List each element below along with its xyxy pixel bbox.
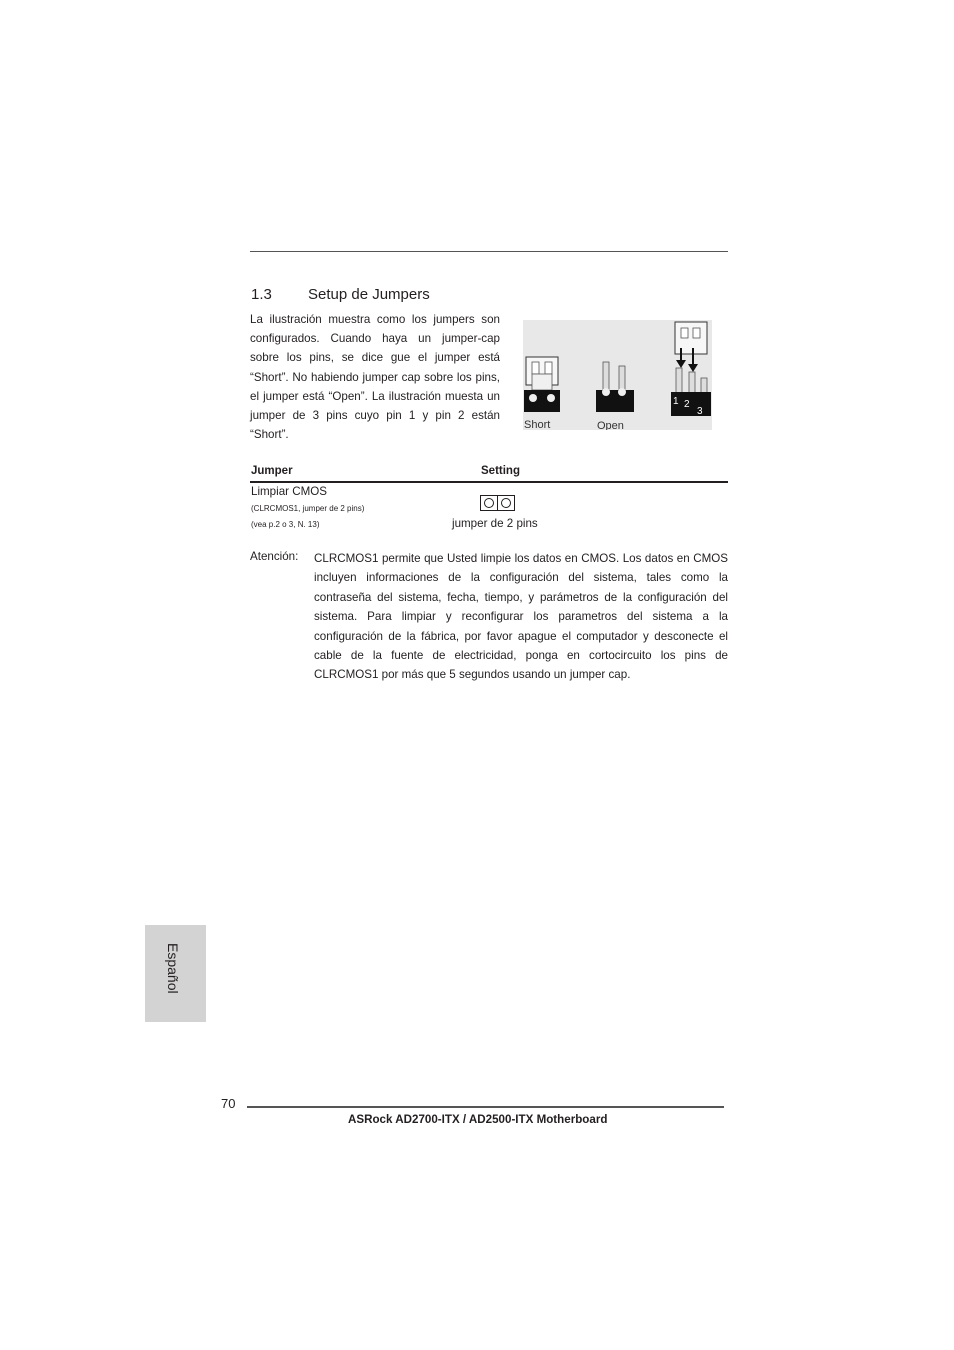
table-header-setting: Setting xyxy=(481,465,520,477)
jumper-name: Limpiar CMOS xyxy=(251,485,328,498)
section-number: 1.3 xyxy=(251,286,272,303)
pin-number-2: 2 xyxy=(684,399,690,410)
note-label: Atención: xyxy=(250,550,299,563)
pin-number-3: 3 xyxy=(697,406,703,417)
open-jumper xyxy=(596,362,634,412)
language-tab xyxy=(145,925,206,1022)
short-jumper xyxy=(524,357,560,412)
top-divider xyxy=(250,251,728,252)
two-pin-jumper-icon xyxy=(480,495,515,511)
open-label: Open xyxy=(597,420,624,430)
table-header-jumper: Jumper xyxy=(251,465,293,477)
intro-paragraph: La ilustración muestra como los jumpers son configurados. Cuando haya un jumper-cap sobre los pins, se dice gue el jumper está “Short”. No habiendo jumper cap sobre los pins, el jumper está “Open”. La ilustración muesta un jumper de 3 pins cuyo pin 1 y pin 2 están “Short”. xyxy=(250,313,500,442)
short-label: Short xyxy=(524,419,551,430)
section-heading xyxy=(251,286,430,303)
page-number: 70 xyxy=(221,1096,236,1111)
jumper-diagram xyxy=(523,320,712,430)
note-text: CLRCMOS1 permite que Usted limpie los datos en CMOS. Los datos en CMOS incluyen informaciones de la configuración del sistema, tales como la contraseña del sistema, fecha, tiempo, y parámetros de la configuración del sistema. Para limpiar y reconfigurar los parametros del sistema a la configuración de la fábrica, por favor apague el computador y desconecte el cable de la fuente de electricidad, ponga en cortocircuito los pins de CLRCMOS1 por más que 5 segundos usando un jumper cap. xyxy=(314,552,728,682)
table-header-rule xyxy=(250,481,728,483)
jumper-illustration xyxy=(523,320,712,430)
jumper-reference: (vea p.2 o 3, N. 13) xyxy=(251,520,320,529)
footer-divider xyxy=(247,1106,724,1108)
footer-title: ASRock AD2700-ITX / AD2500-ITX Motherboard xyxy=(348,1113,608,1126)
pin-number-1: 1 xyxy=(673,396,679,407)
jumper-setting: jumper de 2 pins xyxy=(452,517,538,530)
language-tab-label: Español xyxy=(165,943,181,994)
section-title: Setup de Jumpers xyxy=(308,286,430,303)
jumper-subtitle: (CLRCMOS1, jumper de 2 pins) xyxy=(251,504,365,513)
